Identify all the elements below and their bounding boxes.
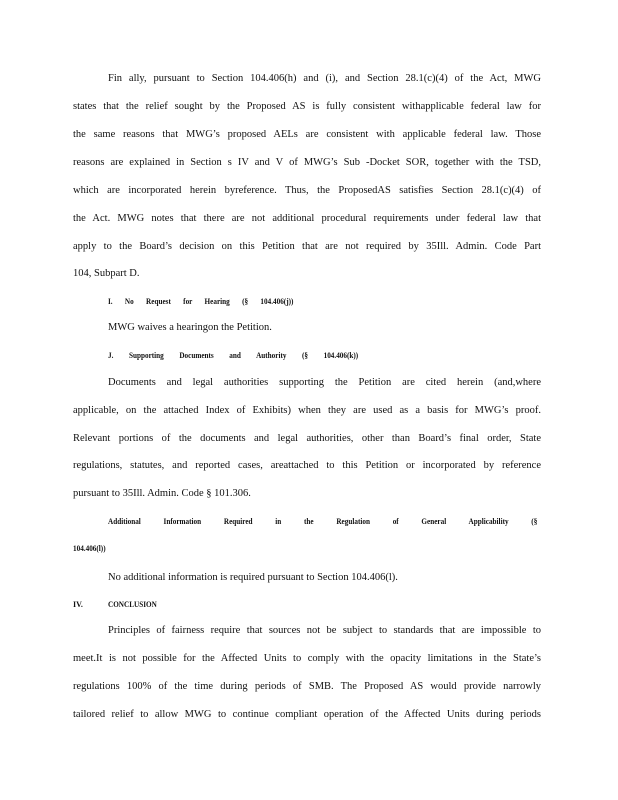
- paragraph-line: 104, Subpart D.: [73, 268, 140, 279]
- paragraph-line: Documents and legal authorities supporting the Petition are cited herein (and,where: [108, 377, 541, 388]
- paragraph-line: MWG waives a hearingon the Petition.: [108, 322, 272, 333]
- section-heading-additional-information-continued: 104.406(l)): [73, 544, 106, 553]
- section-heading-conclusion: CONCLUSION: [108, 600, 157, 609]
- paragraph-line: which are incorporated herein byreference. Thus, the ProposedAS satisfies Section 28.1(c)(4) of: [73, 185, 541, 196]
- paragraph-line: pursuant to 35Ill. Admin. Code § 101.306.: [73, 488, 251, 499]
- section-heading-no-request-for-hearing: I. No Request for Hearing (§ 104.406(j)): [108, 297, 294, 306]
- section-number: IV.: [73, 600, 83, 609]
- paragraph-line: No additional information is required pursuant to Section 104.406(l).: [108, 572, 398, 583]
- paragraph-line: Fin ally, pursuant to Section 104.406(h) and (i), and Section 28.1(c)(4) of the Act, MWG: [108, 73, 541, 84]
- paragraph-line: tailored relief to allow MWG to continue compliant operation of the Affected Units during periods: [73, 709, 541, 720]
- paragraph-line: apply to the Board’s decision on this Petition that are not required by 35Ill. Admin. Code Part: [73, 241, 541, 252]
- paragraph-line: regulations, statutes, and reported cases, areattached to this Petition or incorporated by reference: [73, 460, 541, 471]
- paragraph-line: reasons are explained in Section s IV and V of MWG’s Sub -Docket SOR, together with the TSD,: [73, 157, 541, 168]
- paragraph-line: states that the relief sought by the Proposed AS is fully consistent withapplicable federal law for: [73, 101, 541, 112]
- paragraph-line: Relevant portions of the documents and legal authorities, other than Board’s final order, State: [73, 433, 541, 444]
- section-heading-supporting-documents: J. Supporting Documents and Authority (§ 104.406(k)): [108, 351, 359, 360]
- paragraph-line: regulations 100% of the time during periods of SMB. The Proposed AS would provide narrowly: [73, 681, 541, 692]
- paragraph-line: meet.It is not possible for the Affected Units to comply with the opacity limitations in the State’s: [73, 653, 541, 664]
- paragraph-line: applicable, on the attached Index of Exhibits) when they are used as a basis for MWG’s proof.: [73, 405, 541, 416]
- paragraph-line: the same reasons that MWG’s proposed AELs are consistent with applicable federal law. Those: [73, 129, 541, 140]
- section-heading-additional-information: Additional Information Required in the Regulation of General Applicability (§: [108, 517, 538, 526]
- paragraph-line: Principles of fairness require that sources not be subject to standards that are impossible to: [108, 625, 541, 636]
- paragraph-line: the Act. MWG notes that there are not additional procedural requirements under federal law that: [73, 213, 541, 224]
